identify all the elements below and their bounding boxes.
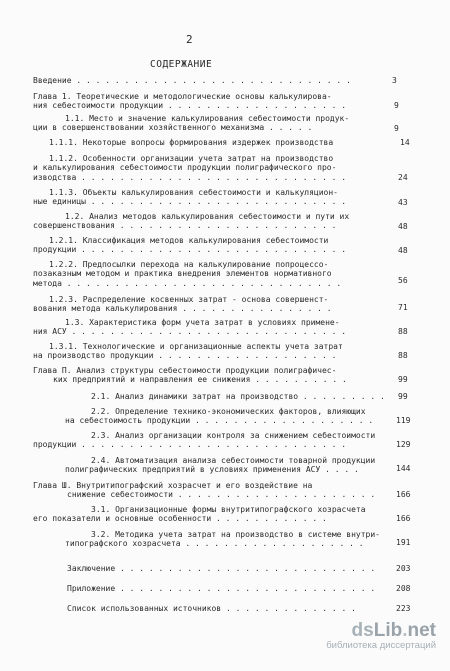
toc-entry: 1.1.1. Некоторые вопросы формирования издержек производства [49, 138, 334, 147]
toc-page-number: 88 [398, 327, 408, 336]
toc-entry: Глава 1. Теоретические и методологические основы калькулирова- ния себестоимости продукции . . . . . . . . . . . . . . . . . . . [33, 92, 347, 111]
toc-page-number: 208 [396, 584, 411, 593]
toc-entry: 2.3. Анализ организации контроля за снижением себестоимости продукции . . . . . . . . . . . . . . . . . . . . . . . . . . . . [33, 431, 376, 450]
toc-entry: Список использованных источников . . . . . . . . . . . . . . [67, 604, 356, 613]
toc-page-number: 223 [396, 604, 411, 613]
toc-entry: Введение . . . . . . . . . . . . . . . . . . . . . . . . . . . . . [33, 76, 351, 85]
toc-page-number: 99 [398, 392, 408, 401]
toc-page-number: 3 [392, 76, 397, 85]
toc-page-number: 9 [394, 101, 399, 110]
watermark-logo[interactable] [326, 620, 436, 651]
toc-page-number: 166 [396, 490, 411, 499]
toc-entry: 1.3. Характеристика форм учета затрат в условиях примене- ния АСУ . . . . . . . . . . . . . . . . . . . . . . . . . . . . . [33, 318, 347, 337]
toc-page-number: 203 [396, 564, 411, 573]
toc-page-number: 99 [398, 375, 408, 384]
toc-page-number: 88 [398, 351, 408, 360]
toc-entry: 2.1. Анализ динамики затрат на производство . . . . . . . . . [91, 392, 385, 401]
toc-entry: 1.3.1. Технологические и организационные аспекты учета затрат на производство продукции . . . . . . . . . . . . . . . . . . . [33, 342, 343, 361]
toc-entry: Глава П. Анализ структуры себестоимости продукции полиграфичес- ких предприятий и направления ее снижения . . . . . . . . . . [33, 366, 347, 385]
toc-page-number: 24 [398, 173, 408, 182]
toc-entry: 2.2. Определение технико-экономических факторов, влияющих на себестоимость продукции . . . . . . . . . . . . . . . . . . . [65, 407, 374, 426]
toc-page-number: 43 [398, 198, 408, 207]
toc-entry: 1.2.1. Классификация методов калькулирования себестоимости продукции . . . . . . . . . . . . . . . . . . . . . . . . . . . . [33, 236, 347, 255]
toc-entry: 1.2.2. Предпосылки перехода на калькулирование попроцессо- позаказным методом и практика внедрения элементов нормативного метода . . . . . . . . . . . . . . . . . . . . . . . . . . . . . [33, 260, 342, 288]
toc-page-number: 48 [398, 246, 408, 255]
watermark-subtitle: библиотека диссертаций [326, 640, 436, 651]
toc-page-number: 48 [398, 222, 408, 231]
toc-page-number: 166 [396, 514, 411, 523]
page-number: 2 [186, 33, 193, 46]
toc-page-number: 14 [400, 138, 410, 147]
toc-entry: Глава Ш. Внутритипографский хозрасчет и его воздействие на снижение себестоимости . . . . . . . . . . . . . . . . . . . . . [33, 481, 376, 500]
watermark-brand: dsLib.net [351, 620, 436, 641]
toc-page-number: 129 [396, 440, 411, 449]
toc-page-number: 119 [396, 416, 411, 425]
toc-page-number: 144 [396, 464, 411, 473]
toc-page-number: 9 [394, 124, 399, 133]
toc-entry: 1.2.3. Распределение косвенных затрат - основа совершенст- вования метода калькулирования . . . . . . . . . . . . . . . . [33, 295, 332, 314]
toc-page-number: 191 [396, 538, 411, 547]
toc-entry: 2.4. Автоматизация анализа себестоимости товарной продукции полиграфических предприятий в условиях применения АСУ . . . . [65, 456, 376, 475]
toc-page-number: 56 [398, 276, 408, 285]
toc-entry: Приложение . . . . . . . . . . . . . . . . . . . . . . . . . . . [67, 584, 376, 593]
page-title: СОДЕРЖАНИЕ [150, 59, 213, 70]
toc-entry: 3.1. Организационные формы внутритипографского хозрасчета его показатели и основные особенности . . . . . . . . . . . . [33, 505, 366, 524]
toc-entry: 1.1.3. Объекты калькулирования себестоимости и калькуляцион- ные единицы . . . . . . . . . . . . . . . . . . . . . . . . . . . [33, 188, 347, 207]
toc-entry: Заключение . . . . . . . . . . . . . . . . . . . . . . . . . . . [67, 564, 376, 573]
toc-entry: 3.2. Методика учета затрат на производство в системе внутри- типографского хозрасчета . . . . . . . . . . . . . . . . . . . [65, 530, 380, 549]
toc-entry: 1.1. Место и значение калькулирования себестоимости продук- ции в совершенствовании хозяйственного механизма . . . . . [33, 114, 350, 133]
toc-entry: 1.1.2. Особенности организации учета затрат на производство и калькулирования себестоимости продукции полиграфического про- изводства . . . . . . . . . . . . . . . . . . . . . . . . . . . . [33, 154, 347, 182]
toc-page-number: 71 [398, 303, 408, 312]
toc-entry: 1.2. Анализ методов калькулирования себестоимости и пути их совершенствования . . . . . . . . . . . . . . . . . . . . . . . [33, 212, 350, 231]
